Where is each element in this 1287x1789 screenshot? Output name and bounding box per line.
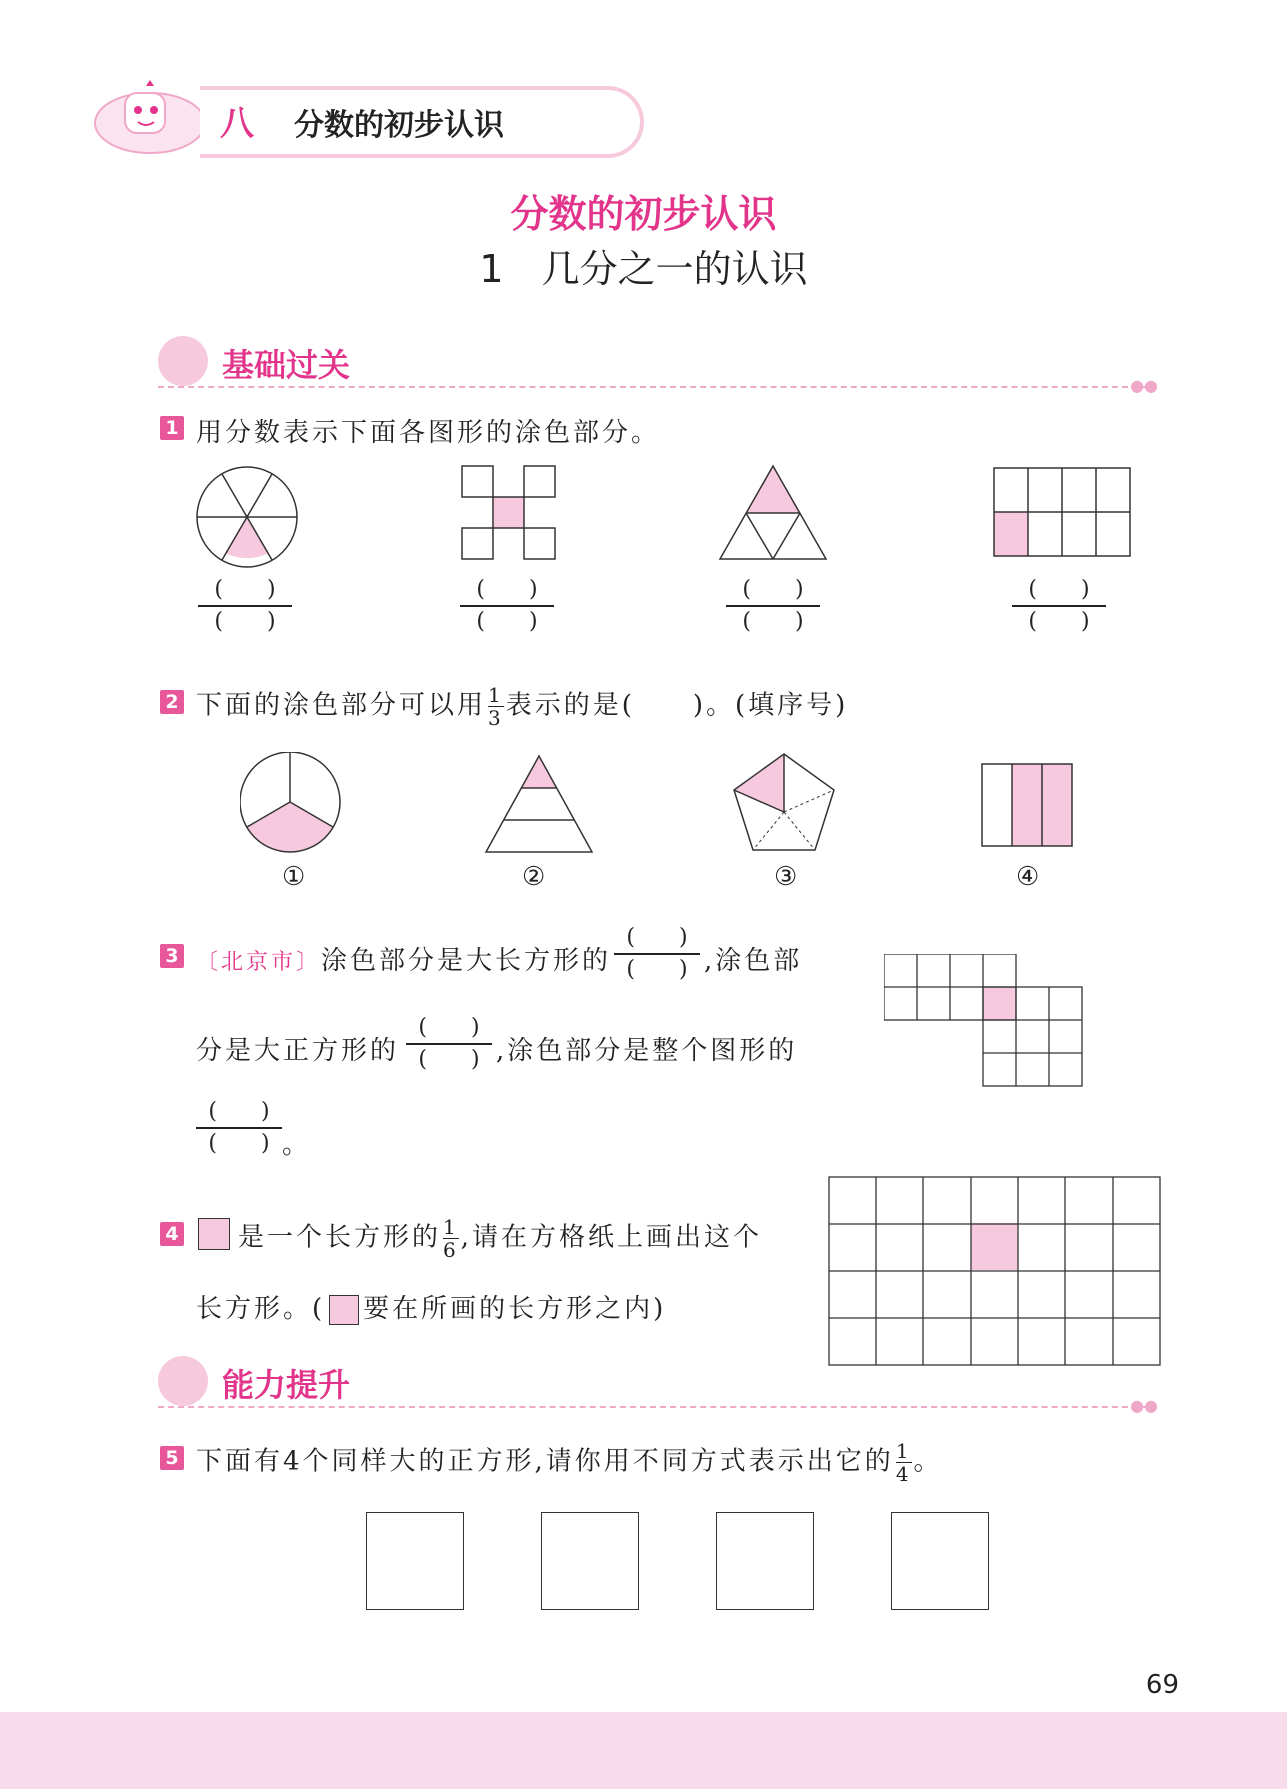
student-icon: [158, 1356, 208, 1406]
q1-circle-figure: [197, 467, 297, 567]
blank-square-1[interactable]: [366, 1512, 464, 1610]
question-text-3d: ,涂色部分是整个图形的: [496, 1036, 798, 1066]
q1-cross-figure: [462, 466, 555, 559]
page-number: 69: [1145, 1670, 1179, 1700]
question-number-1: 1: [160, 416, 184, 440]
question-number-2: 2: [160, 690, 184, 714]
question-text-3b: ,涂色部: [704, 946, 803, 976]
dots-icon: ●●: [1130, 1396, 1158, 1415]
blank-square-2[interactable]: [541, 1512, 639, 1610]
option-1[interactable]: ①: [282, 862, 309, 892]
question-text-3c: 分是大正方形的: [196, 1036, 400, 1066]
answer-fraction-1d[interactable]: ( ) ( ): [1012, 576, 1106, 636]
lesson-title: 1 几分之一的认识: [479, 247, 808, 291]
question-text-3e: 。: [282, 1130, 312, 1160]
question-number-4: 4: [160, 1222, 184, 1246]
answer-fraction-1a[interactable]: ( ) ( ): [198, 576, 292, 636]
section-divider: [158, 1406, 1148, 1408]
section-label: 能力提升: [222, 1366, 351, 1404]
section-divider: [158, 386, 1148, 388]
q3-figure: [884, 954, 1090, 1092]
question-text-4b: 长方形。( 要在所画的长方形之内): [196, 1294, 667, 1324]
q1-figures: [190, 460, 1190, 570]
question-number-3: 3: [160, 944, 184, 968]
option-3[interactable]: ③: [774, 862, 801, 892]
section-header-advanced: [158, 1356, 1158, 1415]
answer-fraction-1b[interactable]: ( ) ( ): [460, 576, 554, 636]
q2-pentagon-figure: [734, 754, 834, 850]
pink-square-icon: [329, 1295, 359, 1325]
question-number-5: 5: [160, 1446, 184, 1470]
q1-grid-figure: [994, 468, 1130, 556]
pink-square-icon: [198, 1218, 230, 1250]
option-4[interactable]: ④: [1016, 862, 1043, 892]
answer-fraction-1c[interactable]: ( ) ( ): [726, 576, 820, 636]
question-text-3a: 〔北京市〕涂色部分是大长方形的: [196, 946, 612, 976]
q2-triangle-figure: [486, 756, 592, 852]
section-header-basic: [158, 336, 1158, 395]
page-title: 分数的初步认识: [510, 192, 777, 236]
q2-circle-figure: [240, 752, 340, 852]
q4-grid-paper[interactable]: [828, 1176, 1162, 1368]
q1-triangle-figure: [720, 466, 826, 559]
blank-square-4[interactable]: [891, 1512, 989, 1610]
answer-fraction-3b[interactable]: ( ) ( ): [406, 1014, 492, 1074]
q2-rectangle-figure: [982, 764, 1072, 846]
mascot-icon: [80, 78, 210, 158]
question-text-1: 用分数表示下面各图形的涂色部分。: [196, 418, 661, 448]
section-label: 基础过关: [222, 346, 351, 384]
question-text-4a: 是一个长方形的 $\frac{1}{6}$ ,请在方格纸上画出这个: [238, 1215, 763, 1262]
answer-fraction-3c[interactable]: ( ) ( ): [196, 1098, 282, 1158]
dots-icon: ●●: [1130, 376, 1158, 395]
question-text-5: 下面有4个同样大的正方形,请你用不同方式表示出它的 $\frac{1}{4}$ 。: [196, 1439, 943, 1486]
footer-band: [0, 1712, 1287, 1789]
question-text-2: 下面的涂色部分可以用 $\frac{1}{3}$ 表示的是( )。(填序号): [196, 683, 849, 730]
blank-square-3[interactable]: [716, 1512, 814, 1610]
chapter-number: 八: [220, 104, 254, 144]
q2-figures: [240, 752, 1100, 862]
answer-fraction-3a[interactable]: ( ) ( ): [614, 924, 700, 984]
student-icon: [158, 336, 208, 386]
chapter-title: 分数的初步认识: [294, 108, 504, 143]
option-2[interactable]: ②: [522, 862, 549, 892]
chapter-tab: [80, 78, 560, 158]
